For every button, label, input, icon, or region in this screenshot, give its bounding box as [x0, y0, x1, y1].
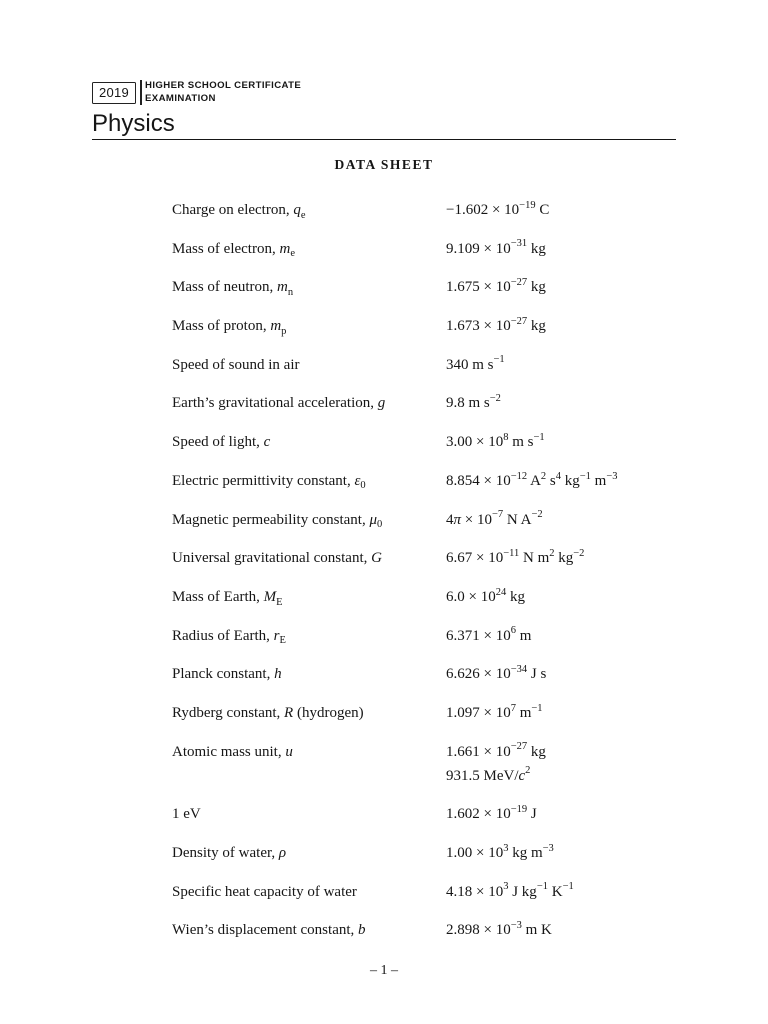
- value-line: [446, 663, 676, 687]
- value-text: N A: [503, 511, 532, 528]
- exponent: 8: [503, 431, 509, 443]
- symbol-subscript: 0: [360, 480, 366, 492]
- constant-value: [446, 547, 676, 571]
- constant-symbol: m: [279, 240, 291, 257]
- sheet-heading: DATA SHEET: [334, 157, 434, 172]
- constant-name-text: Electric permittivity constant,: [172, 472, 355, 489]
- symbol-subscript: e: [300, 209, 306, 221]
- value-line: [446, 586, 676, 610]
- constant-symbol: ε: [354, 472, 361, 489]
- constant-row: [172, 702, 676, 741]
- exponent: −34: [510, 663, 528, 675]
- exponent: −11: [503, 547, 520, 559]
- constant-symbol: M: [263, 588, 277, 605]
- value-text: kg: [527, 743, 546, 760]
- exponent: −2: [489, 393, 501, 405]
- value-text: kg: [561, 472, 580, 489]
- value-text: 1.661 × 10: [446, 743, 511, 760]
- exponent: −12: [510, 470, 528, 482]
- constant-name: [172, 702, 446, 726]
- exponent: −27: [510, 741, 528, 753]
- constant-symbol: μ: [369, 511, 377, 528]
- constant-row: [172, 276, 676, 315]
- symbol-subscript: E: [279, 635, 286, 647]
- constant-row: [172, 586, 676, 625]
- constant-row: [172, 470, 676, 509]
- symbol-subscript: p: [281, 325, 287, 337]
- constant-name-text: Earth’s gravitational acceleration,: [172, 395, 378, 412]
- value-text: s: [546, 472, 556, 489]
- constant-symbol: m: [277, 279, 288, 296]
- exponent: −1: [531, 702, 543, 714]
- value-text: K: [547, 883, 563, 900]
- exponent: −2: [573, 547, 585, 559]
- symbol-subscript: E: [276, 596, 283, 608]
- constant-name-text: Mass of Earth,: [172, 588, 264, 605]
- constant-name-text: Universal gravitational constant,: [172, 550, 372, 567]
- constant-name: [172, 919, 446, 943]
- constant-value: [446, 586, 676, 610]
- value-text: × 10: [461, 511, 492, 528]
- value-text: −1.602 × 10: [446, 202, 520, 218]
- constant-name: [172, 741, 446, 789]
- value-text: 9.8 m s: [446, 395, 490, 412]
- header-divider: [140, 80, 142, 105]
- constant-symbol: h: [274, 666, 282, 683]
- constant-value: [446, 842, 676, 866]
- subject-title: Physics: [92, 110, 175, 137]
- constant-name: [172, 276, 446, 300]
- value-text: kg: [527, 240, 546, 257]
- value-text: 9.109 × 10: [446, 240, 511, 257]
- value-text: m: [515, 704, 532, 721]
- value-text: 6.371 × 10: [446, 627, 511, 644]
- value-text: 3.00 × 10: [446, 434, 504, 451]
- constant-value: [446, 392, 676, 416]
- constant-symbol: G: [371, 550, 382, 567]
- value-text: A: [527, 472, 541, 489]
- value-text: kg: [506, 588, 525, 605]
- value-text: 1.673 × 10: [446, 318, 511, 335]
- value-text: 1.00 × 10: [446, 845, 504, 861]
- value-line: [446, 842, 676, 866]
- constant-value: [446, 470, 676, 494]
- constant-row: [172, 431, 676, 470]
- constant-row: [172, 392, 676, 431]
- exponent: −27: [510, 277, 528, 289]
- value-line: [446, 276, 676, 300]
- exponent: 2: [549, 547, 555, 559]
- exponent: 24: [495, 586, 507, 598]
- constant-row: [172, 315, 676, 354]
- exponent: −19: [519, 199, 536, 211]
- exponent: −1: [533, 431, 545, 443]
- constant-name-text: Rydberg constant,: [172, 704, 285, 721]
- constant-symbol: m: [270, 318, 282, 335]
- value-line: [446, 509, 676, 533]
- constant-row: [172, 881, 676, 920]
- value-text: J s: [527, 666, 547, 683]
- exponent: −1: [493, 354, 505, 366]
- constant-symbol: u: [285, 743, 293, 760]
- constant-row: [172, 803, 676, 842]
- constant-row: [172, 199, 676, 238]
- exponent: 3: [503, 842, 509, 854]
- constant-name: [172, 663, 446, 687]
- constant-name-text: Mass of neutron,: [172, 279, 277, 296]
- constant-symbol: ρ: [278, 845, 287, 861]
- exponent: −3: [606, 470, 618, 482]
- value-text: 6.626 × 10: [446, 666, 511, 683]
- constant-name: [172, 238, 446, 262]
- value-text: 8.854 × 10: [446, 472, 511, 489]
- value-line: [446, 238, 676, 262]
- exponent: −1: [579, 470, 591, 482]
- value-text: 4.18 × 10: [446, 883, 504, 900]
- exponent: 7: [510, 702, 516, 714]
- constant-row: [172, 354, 676, 393]
- certificate-title-line1: HIGHER SCHOOL CERTIFICATE: [145, 80, 302, 91]
- value-text: m K: [521, 922, 552, 939]
- constant-row: [172, 509, 676, 548]
- constant-row: [172, 238, 676, 277]
- exponent: 2: [540, 470, 547, 482]
- exponent: −19: [510, 804, 528, 816]
- value-text: m: [515, 627, 532, 644]
- value-text: N m: [519, 550, 550, 567]
- constant-value: [446, 354, 676, 378]
- constant-name-text: Radius of Earth,: [172, 627, 274, 644]
- constant-value: [446, 199, 676, 223]
- value-line: [446, 803, 676, 827]
- exponent: −3: [542, 842, 554, 854]
- value-line: [446, 431, 676, 455]
- constant-name-text: (hydrogen): [293, 704, 364, 721]
- exponent: −3: [510, 920, 522, 932]
- value-text: 931.5 MeV/: [446, 767, 519, 784]
- constant-row: [172, 741, 676, 804]
- constants-table: [172, 199, 676, 958]
- constant-symbol: r: [273, 627, 280, 644]
- value-text: m s: [508, 434, 534, 451]
- value-line: [446, 547, 676, 571]
- exponent: −31: [510, 238, 528, 250]
- constant-symbol: R: [284, 704, 294, 721]
- value-text: 1.675 × 10: [446, 279, 511, 296]
- value-line: [446, 881, 676, 905]
- exponent: 3: [503, 881, 509, 893]
- value-line: [446, 392, 676, 416]
- constant-name-text: Density of water,: [172, 845, 279, 861]
- value-text: kg: [527, 318, 546, 335]
- value-text: 340 m s: [446, 356, 494, 373]
- constant-value: [446, 881, 676, 905]
- constant-name-text: Specific heat capacity of water: [172, 883, 357, 900]
- value-line: [446, 625, 676, 649]
- exam-year-badge: 2019: [92, 82, 136, 104]
- constant-value: [446, 919, 676, 943]
- value-symbol: π: [453, 511, 462, 528]
- constant-name: [172, 625, 446, 649]
- constant-symbol: c: [263, 434, 271, 451]
- constant-name: [172, 315, 446, 339]
- value-line: [446, 741, 676, 765]
- constant-name: [172, 881, 446, 905]
- constant-name: [172, 803, 446, 827]
- symbol-subscript: 0: [376, 519, 383, 531]
- constant-name: [172, 509, 446, 533]
- constant-name-text: Atomic mass unit,: [172, 743, 286, 760]
- constant-name-text: Charge on electron,: [172, 202, 294, 218]
- constant-name: [172, 586, 446, 610]
- value-text: 1.097 × 10: [446, 704, 511, 721]
- constant-value: [446, 509, 676, 533]
- constant-value: [446, 625, 676, 649]
- constant-name-text: Speed of sound in air: [172, 356, 300, 373]
- value-text: kg: [527, 279, 546, 296]
- value-line: [446, 765, 676, 789]
- constant-name-text: Mass of proton,: [172, 318, 271, 335]
- constant-row: [172, 547, 676, 586]
- constant-name: [172, 547, 446, 571]
- constant-value: [446, 431, 676, 455]
- symbol-subscript: n: [287, 287, 294, 299]
- value-line: [446, 199, 676, 223]
- exponent: −27: [510, 315, 528, 327]
- constant-row: [172, 663, 676, 702]
- constant-value: [446, 803, 676, 827]
- constant-value: [446, 741, 676, 789]
- constant-value: [446, 276, 676, 300]
- value-line: [446, 702, 676, 726]
- constant-name: [172, 842, 446, 866]
- certificate-title: [145, 79, 301, 105]
- value-line: [446, 919, 676, 943]
- constant-name-text: Planck constant,: [172, 666, 275, 683]
- constant-name-text: Speed of light,: [172, 434, 264, 451]
- value-text: J: [527, 806, 537, 823]
- value-line: [446, 315, 676, 339]
- title-rule: [92, 139, 676, 141]
- value-text: 6.0 × 10: [446, 588, 496, 605]
- constant-name: [172, 199, 446, 223]
- constant-name: [172, 354, 446, 378]
- constant-value: [446, 663, 676, 687]
- value-text: kg: [554, 550, 574, 567]
- constant-name: [172, 431, 446, 455]
- exponent: 6: [510, 625, 516, 637]
- value-text: m: [590, 472, 607, 489]
- constant-name: [172, 470, 446, 494]
- constant-symbol: q: [293, 202, 301, 218]
- exponent: 2: [525, 765, 531, 777]
- value-line: [446, 354, 676, 378]
- value-text: 1.602 × 10: [446, 806, 511, 823]
- page-number: – 1 –: [370, 963, 398, 978]
- value-text: kg m: [508, 845, 543, 861]
- constant-name-text: Magnetic permeability constant,: [172, 511, 370, 528]
- constant-name-text: 1 eV: [172, 806, 201, 823]
- exponent: −1: [536, 881, 548, 893]
- exponent: −7: [491, 509, 504, 521]
- constant-value: [446, 238, 676, 262]
- exponent: −1: [562, 881, 574, 893]
- constant-name: [172, 392, 446, 416]
- value-text: C: [535, 202, 550, 218]
- constant-row: [172, 919, 676, 958]
- constant-row: [172, 842, 676, 881]
- value-text: 6.67 × 10: [446, 550, 504, 567]
- constant-symbol: g: [377, 395, 386, 412]
- exponent: 4: [555, 470, 561, 482]
- value-text: 2.898 × 10: [446, 922, 511, 939]
- constant-row: [172, 625, 676, 664]
- value-line: [446, 470, 676, 494]
- value-text: J kg: [508, 883, 537, 900]
- symbol-subscript: e: [290, 248, 295, 260]
- certificate-title-line2: EXAMINATION: [145, 93, 216, 104]
- constant-value: [446, 315, 676, 339]
- value-symbol: c: [518, 767, 526, 784]
- constant-value: [446, 702, 676, 726]
- constant-name-text: Mass of electron,: [172, 240, 280, 257]
- constant-name-text: Wien’s displacement constant,: [172, 922, 359, 939]
- value-text: 4: [446, 511, 454, 528]
- constant-symbol: b: [358, 922, 366, 939]
- exponent: −2: [531, 509, 543, 521]
